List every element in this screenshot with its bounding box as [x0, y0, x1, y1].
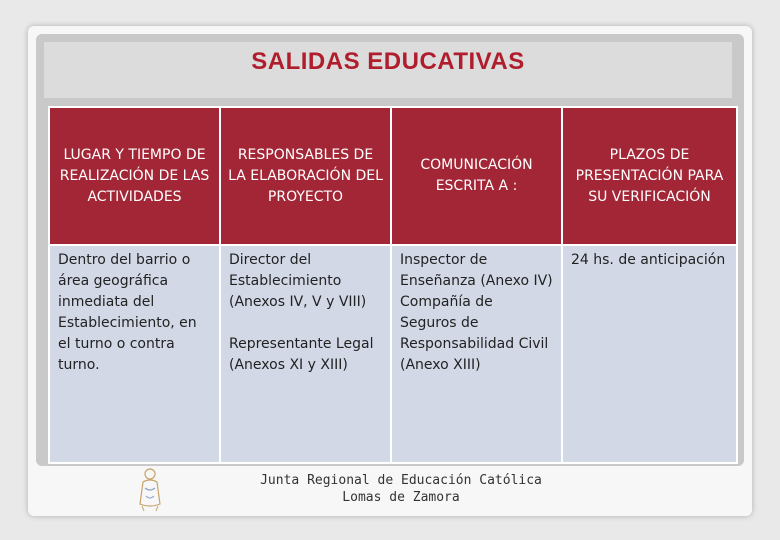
responsables-representante: Representante Legal (Anexos XI y XIII) — [229, 336, 374, 373]
header-lugar: LUGAR Y TIEMPO DE REALIZACIÓN DE LAS ACTIVIDADES — [49, 107, 220, 245]
header-responsables: RESPONSABLES DE LA ELABORACIÓN DEL PROYECTO — [220, 107, 391, 245]
title-bar — [44, 42, 732, 98]
comunicacion-seguros: Compañía de Seguros de Responsabilidad Civil (Anexo XIII) — [400, 294, 549, 373]
responsables-director: Director del Establecimiento (Anexos IV, V y VIII) — [229, 252, 367, 310]
table-row — [49, 245, 737, 463]
cell-plazos — [562, 245, 737, 463]
table-header-row — [49, 107, 737, 245]
info-table — [48, 106, 738, 464]
cell-lugar — [49, 245, 220, 463]
comunicacion-inspector: Inspector de Enseñanza (Anexo IV) — [400, 252, 553, 289]
header-comunicacion: COMUNICACIÓN ESCRITA A : — [391, 107, 562, 245]
header-plazos: PLAZOS DE PRESENTACIÓN PARA SU VERIFICACIÓN — [562, 107, 737, 245]
footer-line2: Lomas de Zamora — [342, 490, 460, 505]
cell-responsables — [220, 245, 391, 463]
cell-comunicacion — [391, 245, 562, 463]
footer-line1: Junta Regional de Educación Católica — [260, 473, 542, 488]
footer — [216, 472, 586, 506]
religious-figure-icon — [134, 466, 166, 512]
plazos-text: 24 hs. de anticipación — [571, 252, 726, 268]
lugar-text: Dentro del barrio o área geográfica inmediata del Establecimiento, en el turno o contra turno. — [58, 252, 197, 373]
page-title: SALIDAS EDUCATIVAS — [251, 48, 525, 75]
